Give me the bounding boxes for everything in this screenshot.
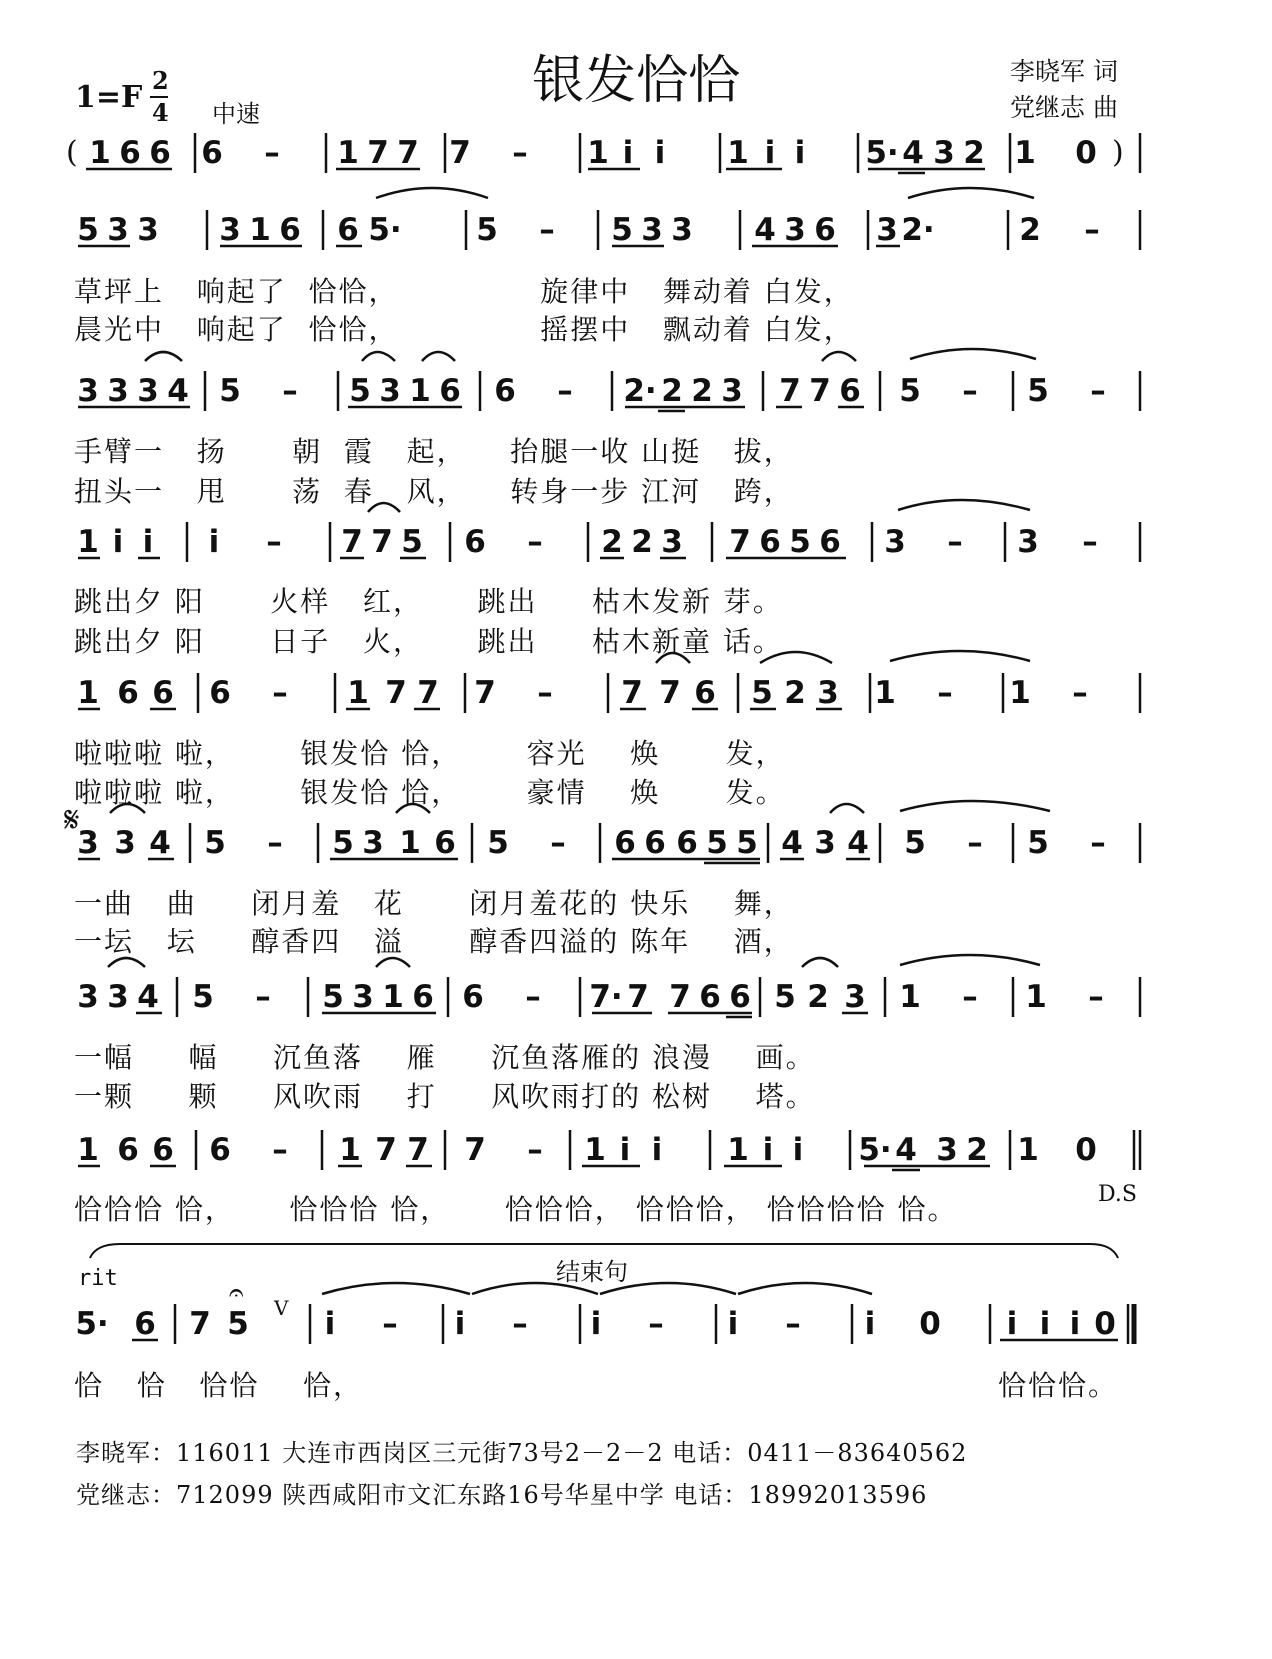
note: 3: [107, 979, 129, 1015]
note: 7: [371, 524, 393, 560]
lyric-line: 一坛 坛 醇香四 溢 醇香四溢的 陈年 酒，: [74, 925, 794, 958]
note: 6: [117, 675, 139, 711]
note: 6: [149, 135, 171, 171]
lyric-line: 跳出夕 阳 火样 红， 跳出 枯木发新 芽。: [74, 585, 783, 618]
note: 3: [817, 675, 839, 711]
note: 1: [347, 675, 369, 711]
note: 1: [337, 135, 359, 171]
note: i: [654, 135, 666, 171]
note: 5: [219, 373, 241, 409]
note: 6: [209, 1132, 231, 1168]
note: 7: [367, 135, 389, 171]
dash-note: –: [1084, 212, 1100, 248]
note: 6: [759, 524, 781, 560]
dash-note: –: [267, 825, 283, 861]
note: 3: [107, 373, 129, 409]
note: 3: [77, 373, 99, 409]
lyric-line: 一幅 幅 沉鱼落 雁 沉鱼落雁的 浪漫 画。: [74, 1041, 816, 1074]
note: i: [590, 1306, 602, 1342]
note: 5: [751, 675, 773, 711]
time-signature-bottom: 4: [152, 98, 169, 127]
segno-sign: 𝄋: [64, 800, 80, 841]
note: 3: [137, 212, 159, 248]
dash-note: –: [962, 373, 978, 409]
lyric-line: 草坪上 响起了 恰恰， 旋律中 舞动着 白发，: [74, 275, 854, 308]
note: i: [208, 524, 220, 560]
note: i: [1039, 1306, 1051, 1342]
dash-note: –: [272, 1132, 288, 1168]
dal-segno: D.S: [1098, 1182, 1137, 1207]
note: 6: [694, 675, 716, 711]
dash-note: –: [648, 1306, 664, 1342]
note: 7: [729, 524, 751, 560]
note: 1: [77, 1132, 99, 1168]
note: 3: [362, 825, 384, 861]
note: 5: [1027, 825, 1049, 861]
note: 3: [784, 212, 806, 248]
note: 3: [77, 825, 99, 861]
note: 5·: [858, 1132, 892, 1168]
tempo-marking: 中速: [212, 100, 260, 128]
note: i: [112, 524, 124, 560]
note: 5·: [865, 135, 899, 171]
stave-7: [0, 1132, 1272, 1172]
note: 1: [1025, 979, 1047, 1015]
note: 0: [1094, 1306, 1116, 1342]
composer-address: 党继志：712099 陕西咸阳市文汇东路16号华星中学 电话：18992013596: [76, 1481, 928, 1509]
note: 1: [399, 825, 421, 861]
note: 3: [661, 524, 683, 560]
stave-8: [0, 1306, 1272, 1346]
note: 4: [895, 1132, 917, 1168]
time-signature-top: 2: [152, 66, 169, 95]
lyric-line: 晨光中 响起了 恰恰， 摇摆中 飘动着 白发，: [74, 313, 854, 346]
note: 6: [412, 979, 434, 1015]
note: i: [794, 135, 806, 171]
intro-close-paren: ): [1112, 135, 1124, 170]
note: 2: [631, 524, 653, 560]
note: 1: [727, 135, 749, 171]
note: 6: [337, 212, 359, 248]
note: 3: [379, 373, 401, 409]
note: 6: [439, 373, 461, 409]
note: i: [792, 1132, 804, 1168]
note: 5: [789, 524, 811, 560]
note: 3: [884, 524, 906, 560]
note: 0: [1075, 1132, 1097, 1168]
note: 0: [919, 1306, 941, 1342]
note: 7: [385, 675, 407, 711]
stave-4: [0, 675, 1272, 715]
note: 7: [407, 1132, 429, 1168]
note: 6: [434, 825, 456, 861]
note: 3: [721, 373, 743, 409]
lyricist-address: 李晓军：116011 大连市西岗区三元街73号2－2－2 电话：0411－83640562: [76, 1439, 968, 1467]
lyric-line: 啦啦啦 啦， 银发恰 恰， 豪情 焕 发。: [74, 776, 786, 809]
note: 7: [627, 979, 649, 1015]
dash-note: –: [525, 979, 541, 1015]
lyric-line: 啦啦啦 啦， 银发恰 恰， 容光 焕 发，: [74, 737, 786, 770]
note: 6: [279, 212, 301, 248]
dash-note: –: [272, 675, 288, 711]
note: 2: [963, 135, 985, 171]
note: 7: [809, 373, 831, 409]
note: i: [454, 1306, 466, 1342]
dash-note: –: [512, 1306, 528, 1342]
note: i: [762, 1132, 774, 1168]
note: 3: [77, 979, 99, 1015]
note: 3: [844, 979, 866, 1015]
note: 7: [449, 135, 471, 171]
note: 3: [814, 825, 836, 861]
note: 6: [462, 979, 484, 1015]
song-title: 银发恰恰: [531, 51, 740, 111]
note: 3: [876, 212, 898, 248]
note: 3: [114, 825, 136, 861]
note: i: [864, 1306, 876, 1342]
lyric-line: 一颗 颗 风吹雨 打 风吹雨打的 松树 塔。: [74, 1080, 816, 1113]
dash-note: –: [527, 524, 543, 560]
note: 6: [614, 825, 636, 861]
note: 7: [464, 1132, 486, 1168]
note: 4: [902, 135, 924, 171]
note: 2: [784, 675, 806, 711]
note: 5: [77, 212, 99, 248]
note: 0: [1075, 135, 1097, 171]
note: 1: [1009, 675, 1031, 711]
note: 5·: [368, 212, 402, 248]
dash-note: –: [550, 825, 566, 861]
note: 7: [341, 524, 363, 560]
dash-note: –: [962, 979, 978, 1015]
note: 7: [375, 1132, 397, 1168]
dash-note: –: [1090, 373, 1106, 409]
note: 5: [487, 825, 509, 861]
note: 4: [167, 373, 189, 409]
note: 3: [219, 212, 241, 248]
stave-intro: [0, 135, 1272, 175]
note: 6: [117, 1132, 139, 1168]
note: 5: [611, 212, 633, 248]
note: 5: [204, 825, 226, 861]
note: 7: [621, 675, 643, 711]
note: i: [651, 1132, 663, 1168]
dash-note: –: [785, 1306, 801, 1342]
lyricist-credit: 李晓军 词: [1010, 57, 1118, 86]
dash-note: –: [1082, 524, 1098, 560]
note: 3: [1017, 524, 1039, 560]
breath-mark: V: [274, 1296, 289, 1320]
note: 1: [382, 979, 404, 1015]
note: 5: [476, 212, 498, 248]
note: 5: [706, 825, 728, 861]
note: 6: [839, 373, 861, 409]
lyric-line: 恰恰恰。: [998, 1369, 1119, 1402]
stave-2: [0, 373, 1272, 413]
note: 6: [819, 524, 841, 560]
dash-note: –: [266, 524, 282, 560]
note: 3: [671, 212, 693, 248]
note: 4: [754, 212, 776, 248]
note: 2·: [623, 373, 657, 409]
note: 4: [847, 825, 869, 861]
note: 6: [119, 135, 141, 171]
note: 5: [349, 373, 371, 409]
note: 4: [149, 825, 171, 861]
note: 6: [814, 212, 836, 248]
note: 2·: [901, 212, 935, 248]
note: 2: [1019, 212, 1041, 248]
note: i: [619, 1132, 631, 1168]
note: 1: [587, 135, 609, 171]
lyric-line: 跳出夕 阳 日子 火， 跳出 枯木新童 话。: [74, 625, 783, 658]
dash-note: –: [967, 825, 983, 861]
dash-note: –: [1088, 979, 1104, 1015]
note: 5: [736, 825, 758, 861]
note: 7·: [589, 979, 623, 1015]
note: 6: [152, 1132, 174, 1168]
dash-note: –: [539, 212, 555, 248]
lyric-line: 扭头一 甩 荡 春 风， 转身一步 江河 跨，: [74, 475, 794, 508]
note: 1: [77, 675, 99, 711]
lyric-line: 手臂一 扬 朝 霞 起， 抬腿一收 山挺 拔，: [74, 435, 794, 468]
note: i: [142, 524, 154, 560]
note: 1: [1014, 135, 1036, 171]
note: 1: [339, 1132, 361, 1168]
key-signature: 1=F: [75, 80, 143, 115]
note: 5: [774, 979, 796, 1015]
note: i: [727, 1306, 739, 1342]
note: 5·: [75, 1306, 109, 1342]
dash-note: –: [512, 135, 528, 171]
stave-6: [0, 979, 1272, 1019]
note: 5: [192, 979, 214, 1015]
dash-note: –: [282, 373, 298, 409]
coda-label: 结束句: [556, 1258, 628, 1286]
ritardando-mark: rit: [78, 1266, 118, 1291]
note: 1: [727, 1132, 749, 1168]
dash-note: –: [264, 135, 280, 171]
note: 2: [691, 373, 713, 409]
intro-open-paren: (: [66, 135, 78, 170]
note: 2: [601, 524, 623, 560]
dash-note: –: [1072, 675, 1088, 711]
note: 6: [152, 675, 174, 711]
note: 7: [669, 979, 691, 1015]
note: 7: [417, 675, 439, 711]
dash-note: –: [947, 524, 963, 560]
note: 1: [1017, 1132, 1039, 1168]
lyric-line: 恰 恰 恰恰 恰，: [74, 1369, 364, 1402]
note: 7: [474, 675, 496, 711]
note: 7: [659, 675, 681, 711]
note: 7: [189, 1306, 211, 1342]
dash-note: –: [937, 675, 953, 711]
stave-3: [0, 524, 1272, 564]
note: 4: [137, 979, 159, 1015]
note: 6: [699, 979, 721, 1015]
note: 6: [729, 979, 751, 1015]
note: 6: [494, 373, 516, 409]
note: i: [1006, 1306, 1018, 1342]
note: 1: [249, 212, 271, 248]
note: i: [764, 135, 776, 171]
note: 5: [904, 825, 926, 861]
stave-5: [0, 825, 1272, 865]
dash-note: –: [382, 1306, 398, 1342]
note: 5: [227, 1306, 249, 1342]
note: 1: [874, 675, 896, 711]
note: 3: [352, 979, 374, 1015]
note: 6: [134, 1306, 156, 1342]
coda-bracket: [0, 1238, 1272, 1278]
dash-note: –: [527, 1132, 543, 1168]
note: 6: [209, 675, 231, 711]
note: i: [324, 1306, 336, 1342]
note: 1: [584, 1132, 606, 1168]
note: 5: [1027, 373, 1049, 409]
note: 1: [77, 524, 99, 560]
note: 4: [781, 825, 803, 861]
note: 2: [661, 373, 683, 409]
lyric-line: 一曲 曲 闭月羞 花 闭月羞花的 快乐 舞，: [74, 887, 794, 920]
note: 5: [899, 373, 921, 409]
note: 3: [936, 1132, 958, 1168]
note: 6: [676, 825, 698, 861]
note: 1: [899, 979, 921, 1015]
dash-note: –: [537, 675, 553, 711]
note: 5: [322, 979, 344, 1015]
note: 5: [332, 825, 354, 861]
note: 2: [966, 1132, 988, 1168]
note: i: [622, 135, 634, 171]
composer-credit: 党继志 曲: [1010, 93, 1118, 122]
dash-note: –: [1090, 825, 1106, 861]
dash-note: –: [557, 373, 573, 409]
note: 7: [779, 373, 801, 409]
note: 3: [137, 373, 159, 409]
note: 5: [401, 524, 423, 560]
lyric-line: 恰恰恰 恰， 恰恰恰 恰， 恰恰恰， 恰恰恰， 恰恰恰恰 恰。: [74, 1193, 958, 1226]
stave-1: [0, 212, 1272, 252]
note: 6: [644, 825, 666, 861]
fermata-mark: 𝄐: [229, 1278, 244, 1308]
note: i: [1069, 1306, 1081, 1342]
note: 1: [89, 135, 111, 171]
note: 3: [107, 212, 129, 248]
note: 6: [464, 524, 486, 560]
note: 7: [397, 135, 419, 171]
note: 2: [807, 979, 829, 1015]
note: 1: [409, 373, 431, 409]
note: 3: [933, 135, 955, 171]
note: 3: [641, 212, 663, 248]
note: 6: [201, 135, 223, 171]
dash-note: –: [255, 979, 271, 1015]
